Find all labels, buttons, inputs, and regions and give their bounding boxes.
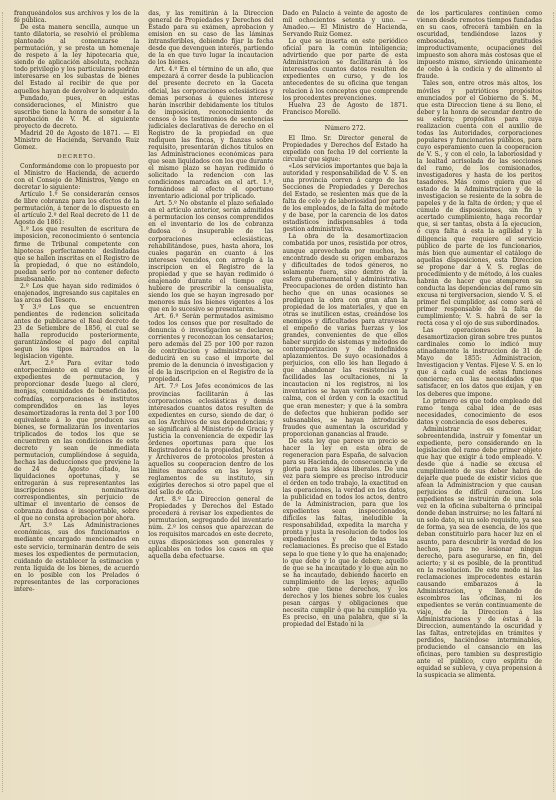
paragraph: Art. 4.º En el término de un año, que empezará á correr desde la publicacion del presente decreto en la Gaceta oficial, las corporaciones eclesiásticas y demas personas á quienes interese harán inscribir debidamente los títulos de imposicion, reconocimiento de censos ó los testimonios de sentencias judiciales declarativas de derecho en el Registro de la propiedad en que radiquen las fincas, y fianzas sobre requisito, presentarán dichos títulos en las Administraciones económicas para que sean liquidados con los que durante el mismo plazo se hayan redimido ó solicitado la redencion con las condiciones marcadas en el art. 1.º, formándose al efecto el oportuno inventario adicional por triplicado. <box>148 66 274 201</box>
column-1 <box>14 10 139 792</box>
paragraph: 2.º Los que hayan sido redimidos ó enajenados, ingresando sus capitales en las arcas del Tesoro. <box>14 282 140 304</box>
paragraph: franqueándolos sus archivos y los de la fé pública. <box>14 10 140 25</box>
section-divider <box>283 120 408 121</box>
paragraph: Las operaciones de la desamortizacion giran sobre tres puntos cardinales como lo indicó muy atinadamente la instruccion de 31 de Mayo de 1855: Administracion, Investigacion y Ventas. Fijese V. S. en lo que á cada cual de estas funciones concierne; en las necesidades que satisfacer, en los datos que exijan, y en los deberes que impone. <box>416 327 542 398</box>
paragraph: Lo primero es que todo empleado del ramo tenga cabal idea de esas necesidades, conocimiento de esos datos y conciencia de esos deberes. <box>416 397 542 426</box>
paragraph: «Los servicios importantes que baja la autoridad y responsabilidad de V. S. en una provincia corren á cargo de las Secciones de Propiedades y Derechos del Estado, se resienten más que de la falta de celo y de laboriosidad por parte de los empleados, de la falta de método y de base, por la carencia de los datos estadísticos indispensables á toda gestion administrativa. <box>282 162 408 234</box>
paragraph: Art. 3.º Las Administraciones económicas, sus dos funcionarios o mediante encargado mencionados en este servicio, terminarán dentro de seis meses los expedientes de permutacion, cuidando de establecer la estimacion y renta líquida de los bienes, de acuerdo en lo posible con los Prelados ó representantes de las corporaciones intere- <box>14 522 140 593</box>
paragraph: Administrar es cuidar, sobreentendida, instruir y fomentar un expediente, pero considerando en la legislacion del ramo debe primer objeto que hay que exigir á todo empleado. V. desde que á nadie se excusa el cumplimiento de sus deber habrá de dejarle que puede de existir vicios que afean la Administracion y que causan perjuicios de difícil curacion. Los expedientes se instruirán de una sola vez en la oficina subalterna ó principal donde deban instruirse; no les faltará ni un solo dato, ni un solo requisito, ya sea de forma, ya sea de esencia, de los que deban constituirlo para hacer luz en el asunto, para descubrir la verdad de los hechos, para no lesionar ningun derecho, para asegurarse, en fin, del acierto; y si es posible, de la prontitud en la resolucion. De este modo ni las reclamaciones improcedentes estarán causando embarazos á la Administracion, y llenando de escombros las oficinas, ni los expedientes se verán continuamente de viaje, de la Direccion á las Administraciones y de éstas á la Direccion, aumentando la oscuridad y las faltas, entretejidas en trámites y perdidos, haciéndose interminables, produciendo el cansancio en las oficinas, pero tambien su desprestigio ante el público, cuyo espíritu de equidad se subleva, y cuya propension á la suspicacia se alimenta. <box>416 425 542 680</box>
paragraph: Tales son, entre otros más altos, los móviles y patrióticos propósitos enunciados por el Gobierno de S. M., que esta Direccion tiene á su lleno, el deber y la honra de secundar dentro de su esfera; propósitos para cuya realizacion cuenta con el auxilio de todas las Autoridades, corporaciones populares y funcionarios públicos, para cuyo esperamiento cuen la cooperacion de V. S., y con el celo, la laboriosidad y la lealtad acrisolada de las secciones del ramo, de los comisionados, investigadores y hasta de los peritos tasadores. Más como quiera que el estado de la Administracion y de la investigacion se resiente de la sobra de papeles y de la falta de órden; y que el cúmulo de disposiciones, sin fin y acertado cumplimiento, haga recordar que, si ser tantas, obsta á la ejecucion, ó cuya falta á esta la agilidad y la diligencia que requiere el servicio público de parte de los funcionarios, más bien que aumentar el catálogo de aquellas disposiciones, esta Direccion se propone dar á V. S. reglas de procedimiento y de método, á los cuales habrán de hacer que atemperen su conducta las dependencias del ramo sin excusa ni tergiversacion, siendo V. S. el primer fiel cumplidor, así como será el primer responsable de la falta de cumplimiento; V. S. habrá de ser la recta cosa y el ojo de sus subordinados. <box>416 80 542 328</box>
column-4 <box>417 10 542 792</box>
section-heading: DECRETO. <box>57 153 97 160</box>
right-margin-mark <box>549 12 554 792</box>
paper-stain <box>60 130 130 190</box>
paragraph: Conformándome con lo propuesto por el Ministro de Hacienda, de acuerdo con el Consejo de Ministros, Vengo en decretar lo siguiente: <box>14 162 140 192</box>
left-margin-mark <box>2 12 7 792</box>
paragraph: das, y las remitirán á la Direccion general de Propiedades y Derechos del Estado para su exámen, aprobacion y emision en su caso de las láminas intransferibles, debiendo fijar la fecha desde que devenguen interés, partiendo de la en que tuvo lugar la incautacion de los bienes. <box>148 10 274 67</box>
notice-number: Número 272. <box>324 124 366 132</box>
paper-stain <box>310 560 400 630</box>
paragraph: De esta manera sencilla, aunque un tanto dilatoria, se resolvió el problema planteado al comenzarse la permutación, y se presta un homenaje de respeto á la ley hipotecaria que, siendo de aplicación absoluta, rechaza todo privilegio y los particulares podrán interesarse en los subastas de bienes del Estado al recibir de que por aquellos hayan de devolver lo adquirido. <box>14 24 140 95</box>
paragraph: Dado en Palacio á veinte de agosto de mil ochocientos setenta y uno. —Amadeo.— El Ministro de Hacienda, Servando Ruiz Gomez. <box>282 10 408 39</box>
paragraph: El Ilmo. Sr. Director general de Propiedades y Derechos del Estado ha expedido con fecha 19 del corriente la circular que sigue: <box>282 134 408 163</box>
paragraph: La obra de la desamortizacion combatida por unos, resistida por otros, aunque aprovechada por muchos, ha encontrado desde su origen embarazos y dificultades de todos géneros, no solamente fuera, sino dentro de la esfera gubernamental y administrativa. Preocupaciones de orden distinto han hecho que en unas ocasiones se prediquen la obra con gran afan la propiedad de los materiales, y que en otras se inutilicen estas, creándose los enemigos y dificultades para atravesar el empeño de varias fuerzas y los grandes, convenientes de que ellos haber surgido de sistemas y métodos de contemporizacion y de indefinidos aplazamientos. De suyo ocasionados á perjuicios, con ello les han llegado á que abandonar las resistencias y facilidades las ocultaciones, ni la incautacion ni los registros, ni los inventarios se hayan verificado con la calma, con el órden y con la exactitud que eran menester; y que á la sombra de defectos que hubieran podido ser subsanables, se hayan introducido fraudes que aumentan la oscuridad y proporcionan ganancias al fraude. <box>282 233 408 438</box>
paragraph: Art. 2.º Para evitar todo entorpecimiento en el curso de los expedientes de permutacion, y proporcionar desde luego al clero, monjas, comunidades de beneficiados, cofradías, corporaciones é institutos comprendidos en las leyes desamortizadoras la renta del 3 por 100 equivalente á lo que producen sus bienes, se formalizarán los inventarios triplicados de todos los que se encuentren en las condiciones de este decreto y sean de inmediata permutacion, cumpliéndose á seguida, hechas las deducciones que previene la de 24 de Agosto citado, las liquidaciones oportunas, y se entregarán á sus representantes las inscripciones nominativas correspondientes, sin perjuicio de ultimar el inventario de censos de cobranza dudosa é insoportable, sobre el que no consta aprobacion por ahora. <box>14 360 140 523</box>
paragraph: Artículo 1.º Se considerarán censos de libre cobranza para los efectos de la permutación, á tenor de lo dispuesto en el artículo 2.º del Real decreto de 11 de Agosto de 1861: <box>14 191 140 227</box>
paragraph: Fundado, pues, en estas consideraciones, el Ministro que suscribe tiene la honra de someter á la aprobación de V. M. el siguiente proyecto de decreto. <box>14 94 140 130</box>
paragraph: Lo que se inserta en este periódico oficial para la común inteligencia; advirtiendo que por parte de esta Administracion se facilitarán á los interesados cuantos datos resulten de expedientes en curso, y de los antecedentes de su oficina que tengan relacion á los conceptos que comprende los procedentes prevenciones. <box>282 38 408 102</box>
paragraph: Huelva 23 de Agosto de 1871. Francisco Morelló. <box>282 101 408 116</box>
paragraph: Y 3.º Los que se encuentren pendientes de redencion solicitada antes de publicarse el Real decreto de 23 de Setiembre de 1856, el cual se halla reproducido posteriormente, garantizándose el pago del capital segun los tipos marcados en la legislacion vigente. <box>14 303 140 361</box>
column-3 <box>283 10 408 792</box>
paragraph: Art. 6.º Serán permutados asimismo todos los censos que por resultado de denuncia ó investigacion se declaren corrientes y reconozcan los censatarios; pero además del 25 por 100 por razon de contribucion y administracion, se deducirá en su caso el importe del premio de la denuncia ó investigacion y el de la inscripcion en el Registro de la propiedad. <box>148 313 274 384</box>
paragraph: Art. 5.º No obstante el plazo señalado en el artículo anterior, serán admitidos á permutacion los censos comprendidos en el inventario de los de cobranza dudosa ó insuperable de las corporaciones eclesiásticas, rehabilitándose, pues, hasta ahora, los cuales pagarán en cuanto á los intereses vencidos, con arreglo á la inscripcion en el Registro de la propiedad y que se hayan redimido ó enajenado durante el tiempo que hubiere de prescribir la censualista, siendo los que se hayan ingresado por menores más los bienes vigentes á los que en lo sucesivo se presentaren. <box>148 200 274 313</box>
paragraph: Art. 7.º Los Jefes económicos de las provincias facilitarán á las corporaciones eclesiásticas y demás interesados cuantos datos resulten de expedientes en curso, siendo de dar, ó en los Archivos de sus dependencias; y se significará al Ministerio de Gracia y Justicia la conveniencia de expedir las órdenes oportunas para que los Registradores de la propiedad, Notarios y Archiveros de protocolos presten á aquellos su cooperacion dentro de los límites marcados en las leyes y reglamentos de su instituto, sin exigirles derechos si otro papel que el del sello de oficio. <box>148 383 274 497</box>
paragraph: Madrid 20 de Agosto de 1871. — El Ministro de Hacienda, Servando Ruiz Gomez. <box>14 129 140 151</box>
column-2 <box>148 10 273 792</box>
paragraph: Art. 8.º La Direccion general de Propiedades y Derechos del Estado procederá á revisar los expedientes de permutacion, segregando del inventario núm. 2.º los censos que aparezcan de los requisitos marcados en este decreto, cuyas disposiciones son generales y aplicables en todos los casos en que aquella deba efectuarse. <box>148 496 274 560</box>
paragraph: de los particulares continúen como vienen desde remotos tiempos fundadas en su caos, ofrecerá también en la oscuridad, tendiéndose lazos y emboscadas, gratitudes improductivamente, ocupaciones del impuesto son ahora más costosas que el impuesto mismo, sirviendo únicamente de cebo á la codicia y de alimento al fraude. <box>416 10 542 81</box>
paragraph: 1.º Los que resulten de escritura de imposicion, reconocimiento ó sentencia firme de Tribunal competente con hipotecas perfectamente deslindadas que se hallen inscritas en el Registro de la propiedad, ó que no estándolo, puedan serlo por no contener defecto insubsanable. <box>14 226 140 283</box>
paragraph: De esta ley que parece un precio se hacer la ley en esta obra de regeneracion para España, de salvacion para su Hacienda, de consecuencia y de gloria para las ideas liberales. De una vez para siempre es preciso introducir el órden en todo trabajo, la exactitud en las operaciones, la verdad en los datos, la publicidad en todos los actos, dentro de la Administracion, para que los expedientes sean inspeccionados, difíciles las faltas, ineludible la responsabilidad, expedita la marcha y pronta y justa la resolucion de todos los expedientes y de todas las reclamaciones. Es preciso que el Estado sepa lo que tiene y lo que ha enajenado; lo que debe y lo que le deben; aquello de que se ha incautado y lo que aún no se ha incautado, debiendo hacerlo en cumplimiento de las leyes; aquello sobre que tiene derechos, y los derechos y los bienes sobre los cuales pesan cargas y obligaciones que necesita cumplir ó que ha cumplido ya. Es preciso, en una palabra, que si la propiedad del Estado ni la <box>282 437 408 628</box>
